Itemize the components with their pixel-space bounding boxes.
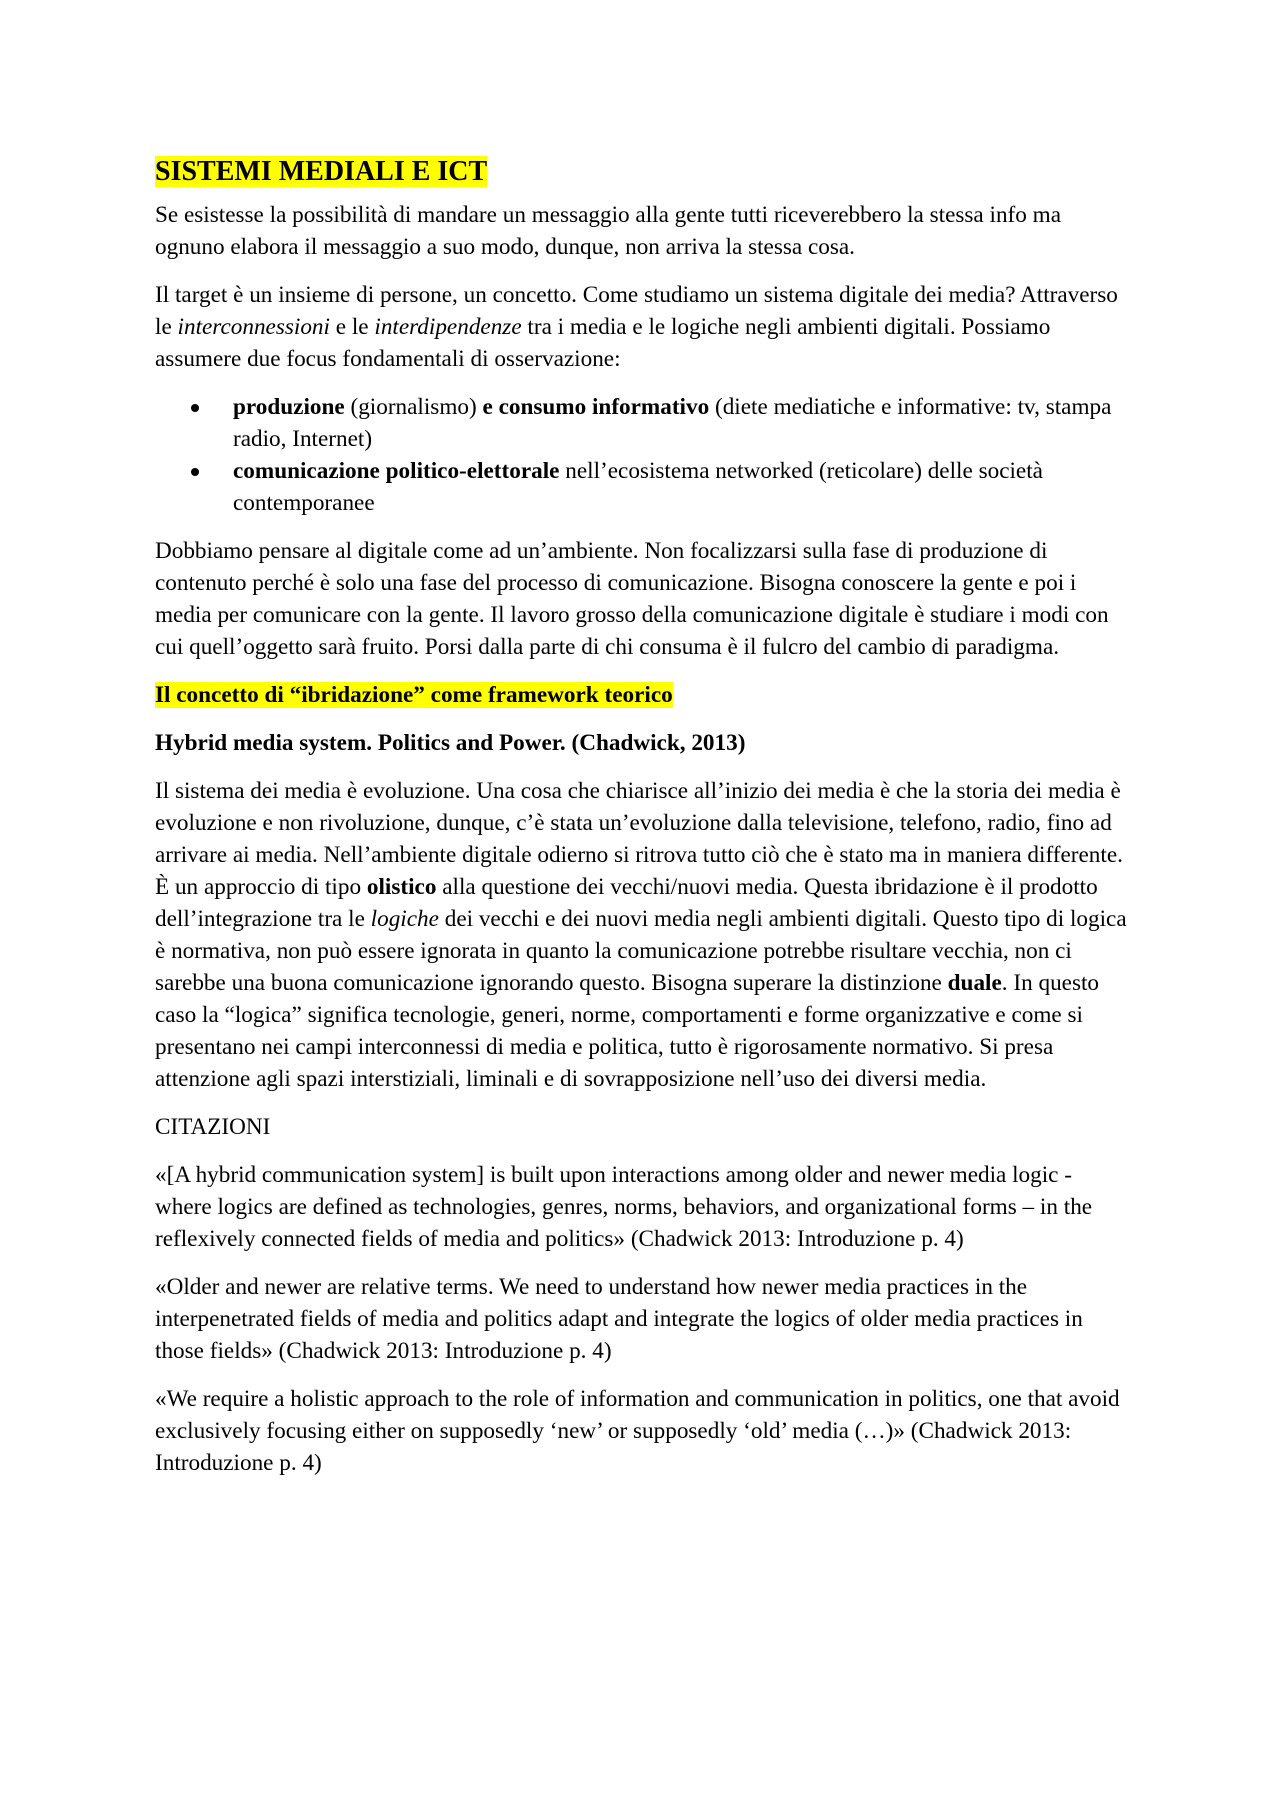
quote-paragraph: «Older and newer are relative terms. We need to understand how newer media practices in the interpenetrated fields of media and politics adapt and integrate the logics of older media practices in those fields» (Chadwick 2013: Introduzione p. 4) [155, 1274, 1083, 1364]
citations-label: CITAZIONI [155, 1114, 271, 1140]
section-heading-highlight: Il concetto di “ibridazione” come framework teorico [155, 682, 673, 708]
text-run: alla questione dei vecchi/nuovi media. Questa ibridazione è il prodotto dell’integrazione tra le [155, 874, 1098, 932]
emphasis-interdipendenze: interdipendenze [374, 314, 522, 340]
text-run: Il target è un insieme di persone, un concetto. Come studiamo un sistema digitale dei media? Attraverso le [155, 282, 1118, 340]
bold-olistico: olistico [366, 874, 437, 900]
text-run: (giornalismo) [344, 394, 483, 420]
focus-list [155, 391, 1130, 519]
digital-environment-paragraph: Dobbiamo pensare al digitale come ad un’ambiente. Non focalizzarsi sulla fase di produzione di contenuto perché è solo una fase del processo di comunicazione. Bisogna conoscere la gente e poi i media per comunicare con la gente. Il lavoro grosso della comunicazione digitale è studiare i modi con cui quell’oggetto sarà fruito. Porsi dalla parte di chi consuma è il fulcro del cambio di paradigma. [155, 538, 1109, 660]
quote-paragraph: «We require a holistic approach to the role of information and communication in politics, one that avoid exclusively focusing either on supposedly ‘new’ or supposedly ‘old’ media (…)» (Chadwick 2013: Introduzione p. 4) [155, 1386, 1120, 1476]
bold-term: comunicazione politico-elettorale [233, 458, 560, 484]
text-run: . In questo caso la “logica” significa tecnologie, generi, norme, comportamenti e forme organizzative e come si presentano nei campi interconnessi di media e politica, tutto è rigorosamente normativo. Si presa attenzione agli spazi interstiziali, liminali e di sovrapposizione nell’uso dei diversi media. [155, 970, 1100, 1092]
target-paragraph [155, 279, 1130, 375]
text-run: e le [329, 314, 375, 340]
emphasis-interconnessioni: interconnessioni [177, 314, 330, 340]
source-heading: Hybrid media system. Politics and Power. (Chadwick, 2013) [155, 730, 746, 756]
text-run: (diete mediatiche e informative: tv, stampa radio, Internet) [233, 394, 1112, 452]
emphasis-logiche: logiche [370, 906, 439, 932]
list-item [155, 455, 1130, 519]
text-run: Il sistema dei media è evoluzione. Una cosa che chiarisce all’inizio dei media è che la storia dei media è evoluzione e non rivoluzione, dunque, c’è stata un’evoluzione dalla televisione, telefono, radio, fino ad arrivare ai media. Nell’ambiente digitale odierno si ritrova tutto ciò che è stato ma in maniera differente. È un approccio di tipo [155, 778, 1123, 900]
text-run: dei vecchi e dei nuovi media negli ambienti digitali. Questo tipo di logica è normativa, non può essere ignorata in quanto la comunicazione potrebbe risultare vecchia, non ci sarebbe una buona comunicazione ignorando questo. Bisogna superare la distinzione [155, 906, 1127, 996]
intro-paragraph: Se esistesse la possibilità di mandare un messaggio alla gente tutti riceverebbero la stessa info ma ognuno elabora il messaggio a suo modo, dunque, non arriva la stessa cosa. [155, 202, 1061, 260]
bold-term: produzione [233, 394, 345, 420]
text-run: tra i media e le logiche negli ambienti digitali. Possiamo assumere due focus fondamentali di osservazione: [155, 314, 1051, 372]
document-title [155, 154, 1130, 190]
bullet-icon [191, 468, 199, 476]
title-highlight: SISTEMI MEDIALI E ICT [155, 156, 488, 187]
bold-term: e consumo informativo [482, 394, 710, 420]
list-item [155, 391, 1130, 455]
bullet-icon [191, 404, 199, 412]
quote-paragraph: «[A hybrid communication system] is built upon interactions among older and newer media logic - where logics are defined as technologies, genres, norms, behaviors, and organizational forms – in the reflexively connected fields of media and politics» (Chadwick 2013: Introduzione p. 4) [155, 1162, 1093, 1252]
hybrid-system-paragraph [155, 775, 1130, 1095]
bold-duale: duale [947, 970, 1002, 996]
text-run: nell’ecosistema networked (reticolare) delle società contemporanee [233, 458, 1043, 516]
section-heading [155, 679, 1130, 711]
